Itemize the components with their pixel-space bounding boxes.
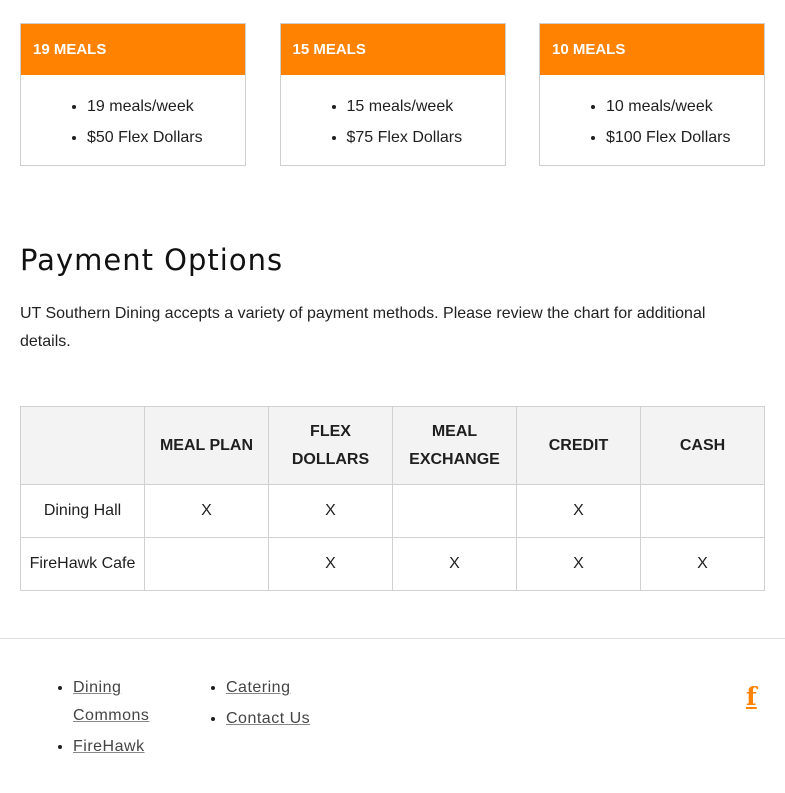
plan-title: 15 MEALS <box>281 24 505 75</box>
plan-features <box>540 75 764 165</box>
table-cell <box>393 485 517 538</box>
meal-plan-card <box>20 23 246 166</box>
table-header-cell: CREDIT <box>517 407 641 485</box>
footer-link-dining-commons[interactable]: Dining Commons <box>73 679 150 724</box>
table-row <box>21 538 765 591</box>
table-cell: X <box>517 485 641 538</box>
plan-features <box>21 75 245 165</box>
table-header-cell: MEAL PLAN <box>145 407 269 485</box>
plan-title: 19 MEALS <box>21 24 245 75</box>
footer-link-catering[interactable]: Catering <box>226 679 291 696</box>
plan-feature: • $100 Flex Dollars <box>606 122 764 153</box>
plan-feature: • 10 meals/week <box>606 91 764 122</box>
meal-plan-card <box>280 23 506 166</box>
footer-divider <box>0 638 785 639</box>
table-cell: FireHawk Cafe <box>21 538 145 591</box>
table-cell: X <box>517 538 641 591</box>
footer-link-item <box>226 674 356 702</box>
payment-table <box>20 406 765 591</box>
table-cell: Dining Hall <box>21 485 145 538</box>
plan-feature: • 19 meals/week <box>87 91 245 122</box>
plan-features <box>281 75 505 165</box>
table-cell <box>641 485 765 538</box>
table-cell: X <box>393 538 517 591</box>
meal-plans <box>20 23 765 166</box>
table-cell <box>145 538 269 591</box>
meal-plan-card <box>539 23 765 166</box>
table-header-cell: MEAL EXCHANGE <box>393 407 517 485</box>
table-header-cell <box>21 407 145 485</box>
payment-options-heading: Payment Options <box>20 243 284 277</box>
footer-links-col-2 <box>226 674 356 736</box>
table-cell: X <box>641 538 765 591</box>
table-row <box>21 485 765 538</box>
table-cell: X <box>145 485 269 538</box>
footer-link-item <box>73 674 148 730</box>
footer-link-item <box>226 705 356 733</box>
facebook-icon[interactable]: f <box>746 682 757 711</box>
plan-feature: • 15 meals/week <box>347 91 505 122</box>
footer-links-col-1 <box>73 674 148 764</box>
table-header-row <box>21 407 765 485</box>
plan-title: 10 MEALS <box>540 24 764 75</box>
footer-link-item <box>73 733 148 761</box>
table-cell: X <box>269 538 393 591</box>
payment-description: UT Southern Dining accepts a variety of payment methods. Please review the chart for additional details. <box>20 305 706 350</box>
plan-feature: • $50 Flex Dollars <box>87 122 245 153</box>
table-header-cell: CASH <box>641 407 765 485</box>
plan-feature: • $75 Flex Dollars <box>347 122 505 153</box>
table-cell: X <box>269 485 393 538</box>
footer-link-contact-us[interactable]: Contact Us <box>226 710 311 727</box>
footer-link-firehawk[interactable]: FireHawk <box>73 738 145 755</box>
table-header-cell: FLEX DOLLARS <box>269 407 393 485</box>
